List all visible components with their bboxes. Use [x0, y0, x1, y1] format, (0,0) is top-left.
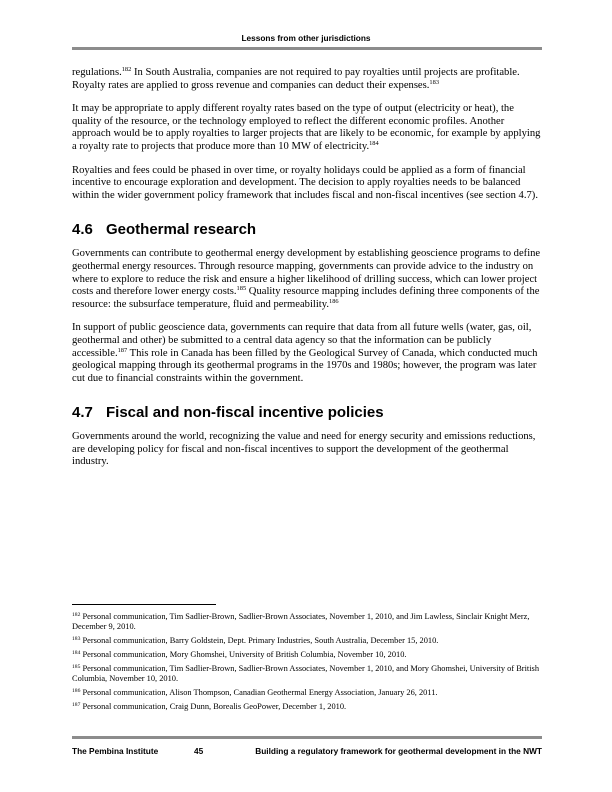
section-heading-4-7 [72, 405, 542, 421]
section-title: Geothermal research [106, 221, 257, 239]
footnote-186: $^{186}$ Personal communication, Alison Thompson, Canadian Geothermal Energy Association, January 26, 2011. [72, 688, 438, 697]
footnote-ref-182[interactable]: 182 [121, 66, 132, 73]
running-header: Lessons from other jurisdictions [241, 33, 371, 43]
footnote-ref-186[interactable]: 186 [329, 297, 339, 305]
paragraph-royalty-rates: It may be appropriate to apply different royalty rates based on the type of output (electricity or heat), the quality of the resource, or the technology employed to reflect the different economic profiles. Another approach would be to apply royalties to larger projects that are likely to be economic, for example by applying a royalty rate to projects that produce more than 10 MW of electricity.$^{184}$ [72, 103, 541, 152]
footnote-185: $^{185}$ Personal communication, Tim Sadlier-Brown, Sadlier-Brown Associates, November 1, 2010, and Mory Ghomshei, University of British Columbia, November 10, 2010. [72, 664, 540, 683]
footnote-ref-183[interactable]: 183 [429, 78, 440, 86]
section-heading-4-6 [72, 222, 542, 238]
footnote-183: $^{183}$ Personal communication, Barry Goldstein, Dept. Primary Industries, South Australia, December 15, 2010. [72, 636, 439, 645]
paragraph-public-data: In support of public geoscience data, governments can require that data from all future wells (water, gas, oil, geothermal and other) be submitted to a central data agency so that the information can be publicly accessible.$^{187}$ This role in Canada has been filled by the Geological Survey of Canada, which conducted much geological mapping through its geothermal programs in the 1970s and 1980s; however, the program was later cut due to financial constraints within the government. [72, 322, 538, 384]
section-title: Fiscal and non-fiscal incentive policies [106, 404, 384, 422]
footnote-182: $^{182}$ Personal communication, Tim Sadlier-Brown, Sadlier-Brown Associates, November 1, 2010, and Jim Lawless, Sinclair Knight Merz, December 9, 2010. [72, 612, 530, 631]
footer-rule [72, 736, 542, 739]
footnote-ref-184[interactable]: 184 [369, 139, 379, 147]
section-number: 4.7 [72, 404, 93, 422]
paragraph-royalty-profitability: regulations.$^{182}$ In South Australia, companies are not required to pay royalties until projects are profitable. Royalty rates are applied to gross revenue and companies can deduct their expenses.$^{183}$ [72, 66, 520, 91]
footnote-separator [72, 604, 216, 605]
page-number: 45 [194, 746, 204, 756]
footer-organization: The Pembina Institute [72, 746, 159, 756]
header-rule [72, 47, 542, 50]
footnote-184: $^{184}$ Personal communication, Mory Ghomshei, University of British Columbia, November 10, 2010. [72, 650, 407, 659]
section-number: 4.6 [72, 221, 93, 239]
paragraph-geoscience-programs: Governments can contribute to geothermal energy development by establishing geoscience programs to define geothermal energy resources. Through resource mapping, governments can provide advice to the industry on where to explore to reduce the risk and ensure a higher likelihood of drilling success, which can lower project costs and therefore lower energy costs.$^{185}$ Quality resource mapping includes defining three components of the resource: the subsurface temperature, fluid and permeability.$^{186}$ [72, 248, 541, 310]
footer-document-title: Building a regulatory framework for geothermal development in the NWT [255, 746, 542, 756]
paragraph-incentive-policies: Governments around the world, recognizing the value and need for energy security and emissions reductions, are developing policy for fiscal and non-fiscal incentives to support the development of the geothermal industry. [72, 431, 536, 468]
footnote-ref-187[interactable]: 187 [117, 346, 128, 354]
footnote-187: $^{187}$ Personal communication, Craig Dunn, Borealis GeoPower, December 1, 2010. [72, 702, 347, 711]
paragraph-royalty-phasing: Royalties and fees could be phased in over time, or royalty holidays could be applied as a form of financial incentive to encourage exploration and development. The decision to apply royalties needs to be balanced within the wider government policy framework that includes fiscal and non-fiscal incentives (see section 4.7). [72, 164, 538, 201]
footnote-ref-185[interactable]: 185 [236, 285, 247, 293]
body-text [72, 67, 542, 480]
footnotes [72, 612, 542, 716]
